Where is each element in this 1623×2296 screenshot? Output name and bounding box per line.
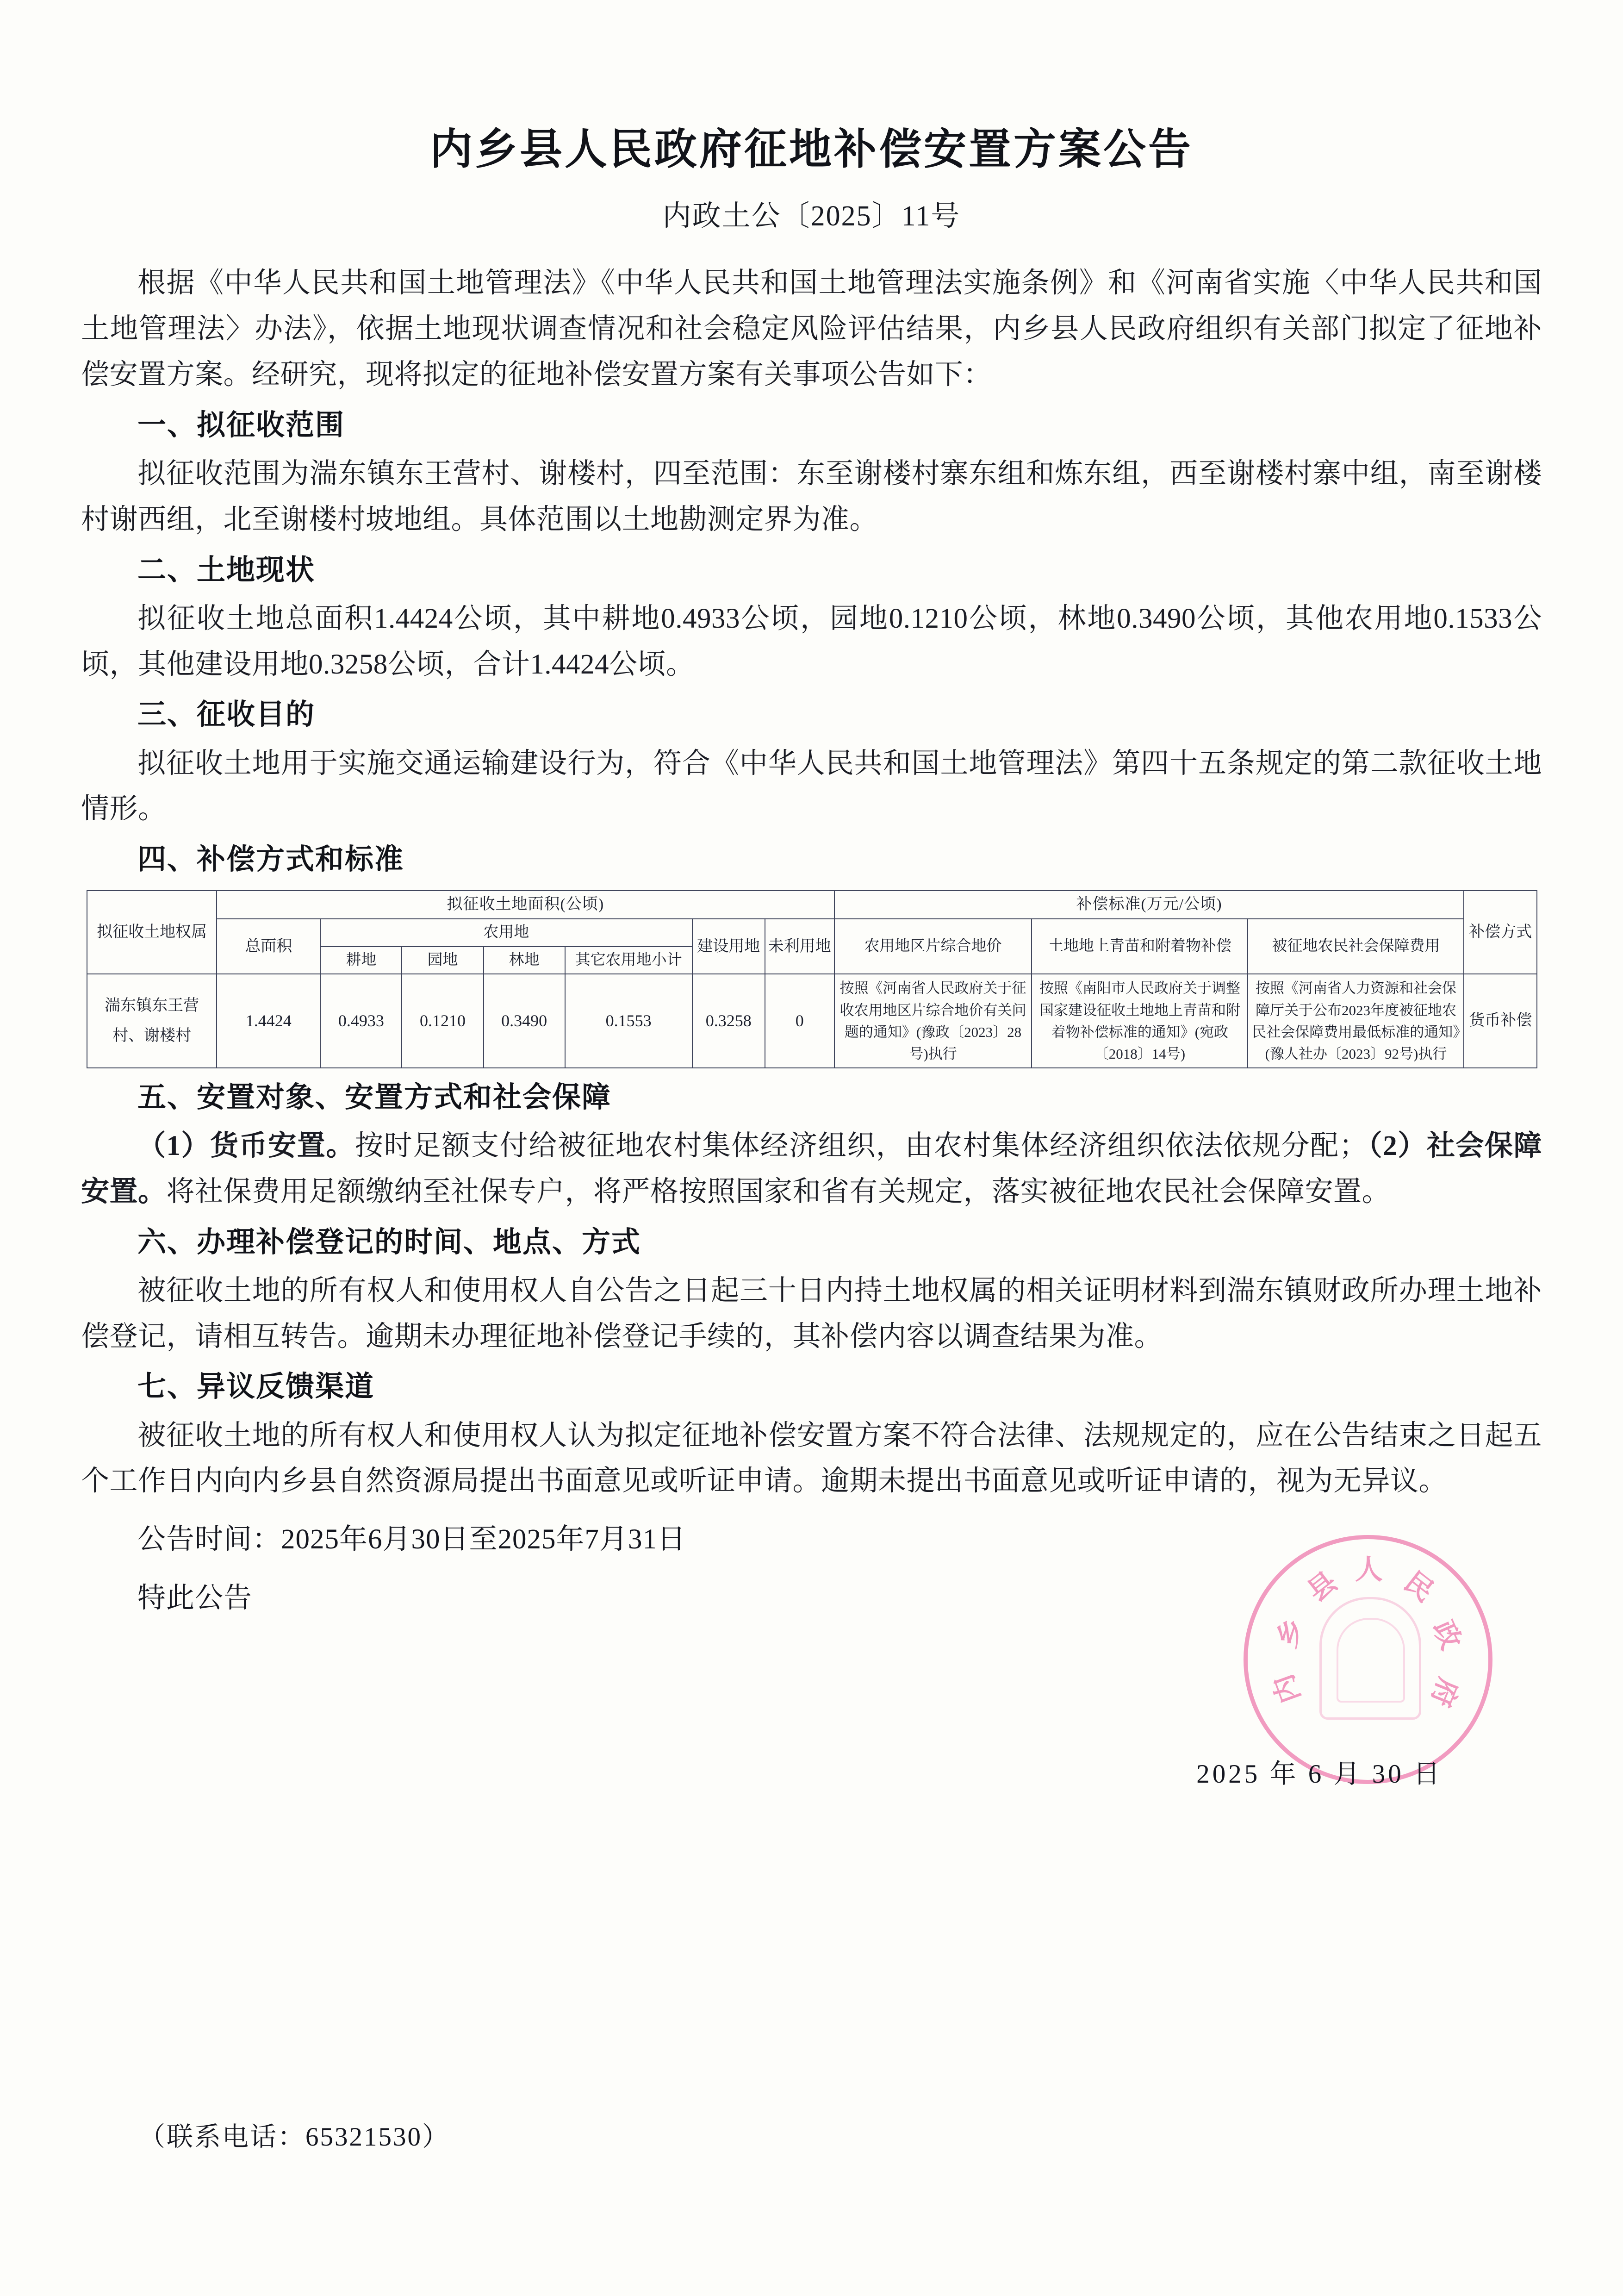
header-comprehensive-price: 农用地区片综合地价	[834, 919, 1032, 974]
official-seal-icon	[1244, 1535, 1492, 1784]
section-heading-4: 四、补偿方式和标准	[137, 844, 404, 876]
section-5-lead: （1）货币安置。	[137, 1130, 355, 1162]
page-title: 内乡县人民政府征地补偿安置方案公告	[429, 126, 1193, 173]
cell-social-security: 按照《河南省人力资源和社会保障厅关于公布2023年度被征地农民社会保障费用最低标准的通知》(豫人社办〔2023〕92号)执行	[1248, 974, 1464, 1067]
section-5-mid-part-a: 按时足额支付给被征地农村集体经济组织，由农村集体经济组织依法依规分配；	[354, 1130, 1368, 1162]
cell-crop-attachment: 按照《南阳市人民政府关于调整国家建设征收土地地上青苗和附着物补偿标准的通知》(宛政〔2018〕14号)	[1032, 974, 1248, 1067]
official-seal-area	[1196, 1535, 1521, 1813]
cell-garden-land: 0.1210	[402, 974, 483, 1067]
section-heading-3: 三、征收目的	[137, 699, 316, 731]
section-body-2: 拟征收土地总面积1.4424公顷，其中耕地0.4933公顷，园地0.1210公顷，林地0.3490公顷，其他农用地0.1533公顷，其他建设用地0.3258公顷，合计1.4424公顷。	[81, 603, 1542, 680]
cell-owner: 湍东镇东王营村、谢楼村	[87, 974, 217, 1067]
seal-char-2: 乡	[1271, 1614, 1310, 1653]
cell-cultivated-land: 0.4933	[320, 974, 402, 1067]
section-body-7: 被征收土地的所有权人和使用权人认为拟定征地补偿安置方案不符合法律、法规规定的，应在公告结束之日起五个工作日内向内乡县自然资源局提出书面意见或听证申请。逾期未提出书面意见或听证申请的，视为无异议。	[81, 1420, 1542, 1497]
section-heading-6: 六、办理补偿登记的时间、地点、方式	[137, 1226, 641, 1258]
compensation-table-wrapper	[81, 890, 1542, 1068]
section-heading-1: 一、拟征收范围	[137, 409, 345, 441]
section-body-5	[81, 1123, 1542, 1215]
cell-forest-land: 0.3490	[484, 974, 565, 1067]
seal-char-3: 内	[1268, 1671, 1306, 1708]
section-heading-5: 五、安置对象、安置方式和社会保障	[137, 1081, 612, 1113]
contact-phone: （联系电话：65321530）	[139, 2122, 450, 2152]
compensation-table	[87, 890, 1537, 1068]
seal-char-1: 县	[1302, 1566, 1343, 1608]
header-forest-land: 林地	[484, 947, 565, 974]
preamble-paragraph: 根据《中华人民共和国土地管理法》《中华人民共和国土地管理法实施条例》和《河南省实施〈中华人民共和国土地管理法〉办法》，依据土地现状调查情况和社会稳定风险评估结果，内乡县人民政府组织有关部门拟定了征地补偿安置方案。经研究，现将拟定的征地补偿安置方案有关事项公告如下：	[81, 268, 1542, 391]
seal-char-4: 民	[1398, 1566, 1439, 1608]
header-standard-group: 补偿标准(万元/公顷)	[834, 891, 1464, 919]
section-body-3: 拟征收土地用于实施交通运输建设行为，符合《中华人民共和国土地管理法》第四十五条规定的第二款征收土地情形。	[81, 748, 1542, 825]
section-5-tail: 将社保费用足额缴纳至社保专户，将严格按照国家和省有关规定，落实被征地农民社会保障安置。	[166, 1176, 1391, 1207]
header-owner: 拟征收土地权属	[87, 891, 217, 974]
seal-char-0: 人	[1355, 1554, 1383, 1585]
table-header-row-2	[87, 919, 1537, 947]
cell-construction-land: 0.3258	[692, 974, 765, 1067]
cell-total-area: 1.4424	[217, 974, 320, 1067]
header-other-agricultural-land: 其它农用地小计	[565, 947, 692, 974]
header-cultivated-land: 耕地	[320, 947, 402, 974]
header-construction-land: 建设用地	[692, 919, 765, 974]
header-unused-land: 未利用地	[765, 919, 834, 974]
title-block	[0, 0, 1623, 234]
header-garden-land: 园地	[402, 947, 483, 974]
header-crop-attachment: 土地地上青苗和附着物补偿	[1032, 919, 1248, 974]
cell-other-agricultural-land: 0.1553	[565, 974, 692, 1067]
header-area-group: 拟征收土地面积(公顷)	[217, 891, 834, 919]
section-heading-7: 七、异议反馈渠道	[137, 1371, 375, 1403]
seal-emblem-icon	[1319, 1597, 1421, 1720]
notice-time: 公告时间：2025年6月30日至2025年7月31日	[137, 1524, 686, 1555]
section-body-1: 拟征收范围为湍东镇东王营村、谢楼村，四至范围：东至谢楼村寨东组和炼东组，西至谢楼村寨中组，南至谢楼村谢西组，北至谢楼村坡地组。具体范围以土地勘测定界为准。	[81, 458, 1542, 535]
section-5-second-lead: （2）社会保障安置。	[81, 1130, 1542, 1207]
cell-comprehensive-price: 按照《河南省人民政府关于征收农用地区片综合地价有关问题的通知》(豫政〔2023〕28号)执行	[834, 974, 1032, 1067]
section-heading-2: 二、土地现状	[137, 554, 316, 586]
seal-char-5: 政	[1427, 1616, 1467, 1654]
header-social-security: 被征地农民社会保障费用	[1248, 919, 1464, 974]
seal-char-6: 府	[1425, 1674, 1464, 1711]
cell-compensation-mode: 货币补偿	[1464, 974, 1537, 1067]
section-body-6: 被征收土地的所有权人和使用权人自公告之日起三十日内持土地权属的相关证明材料到湍东镇财政所办理土地补偿登记，请相互转告。逾期未办理征地补偿登记手续的，其补偿内容以调查结果为准。	[81, 1275, 1542, 1352]
header-total-area: 总面积	[217, 919, 320, 974]
document-number: 内政土公〔2025〕11号	[662, 200, 961, 232]
table-row	[87, 974, 1537, 1067]
table-header-row-1	[87, 891, 1537, 919]
notice-end: 特此公告	[137, 1583, 253, 1614]
document-body	[0, 261, 1623, 1504]
footer-block	[0, 1516, 1623, 1789]
cell-unused-land: 0	[765, 974, 834, 1067]
signature-date: 2025 年 6 月 30 日	[1196, 1759, 1443, 1789]
header-agricultural-land: 农用地	[320, 919, 692, 947]
header-mode: 补偿方式	[1464, 891, 1537, 974]
